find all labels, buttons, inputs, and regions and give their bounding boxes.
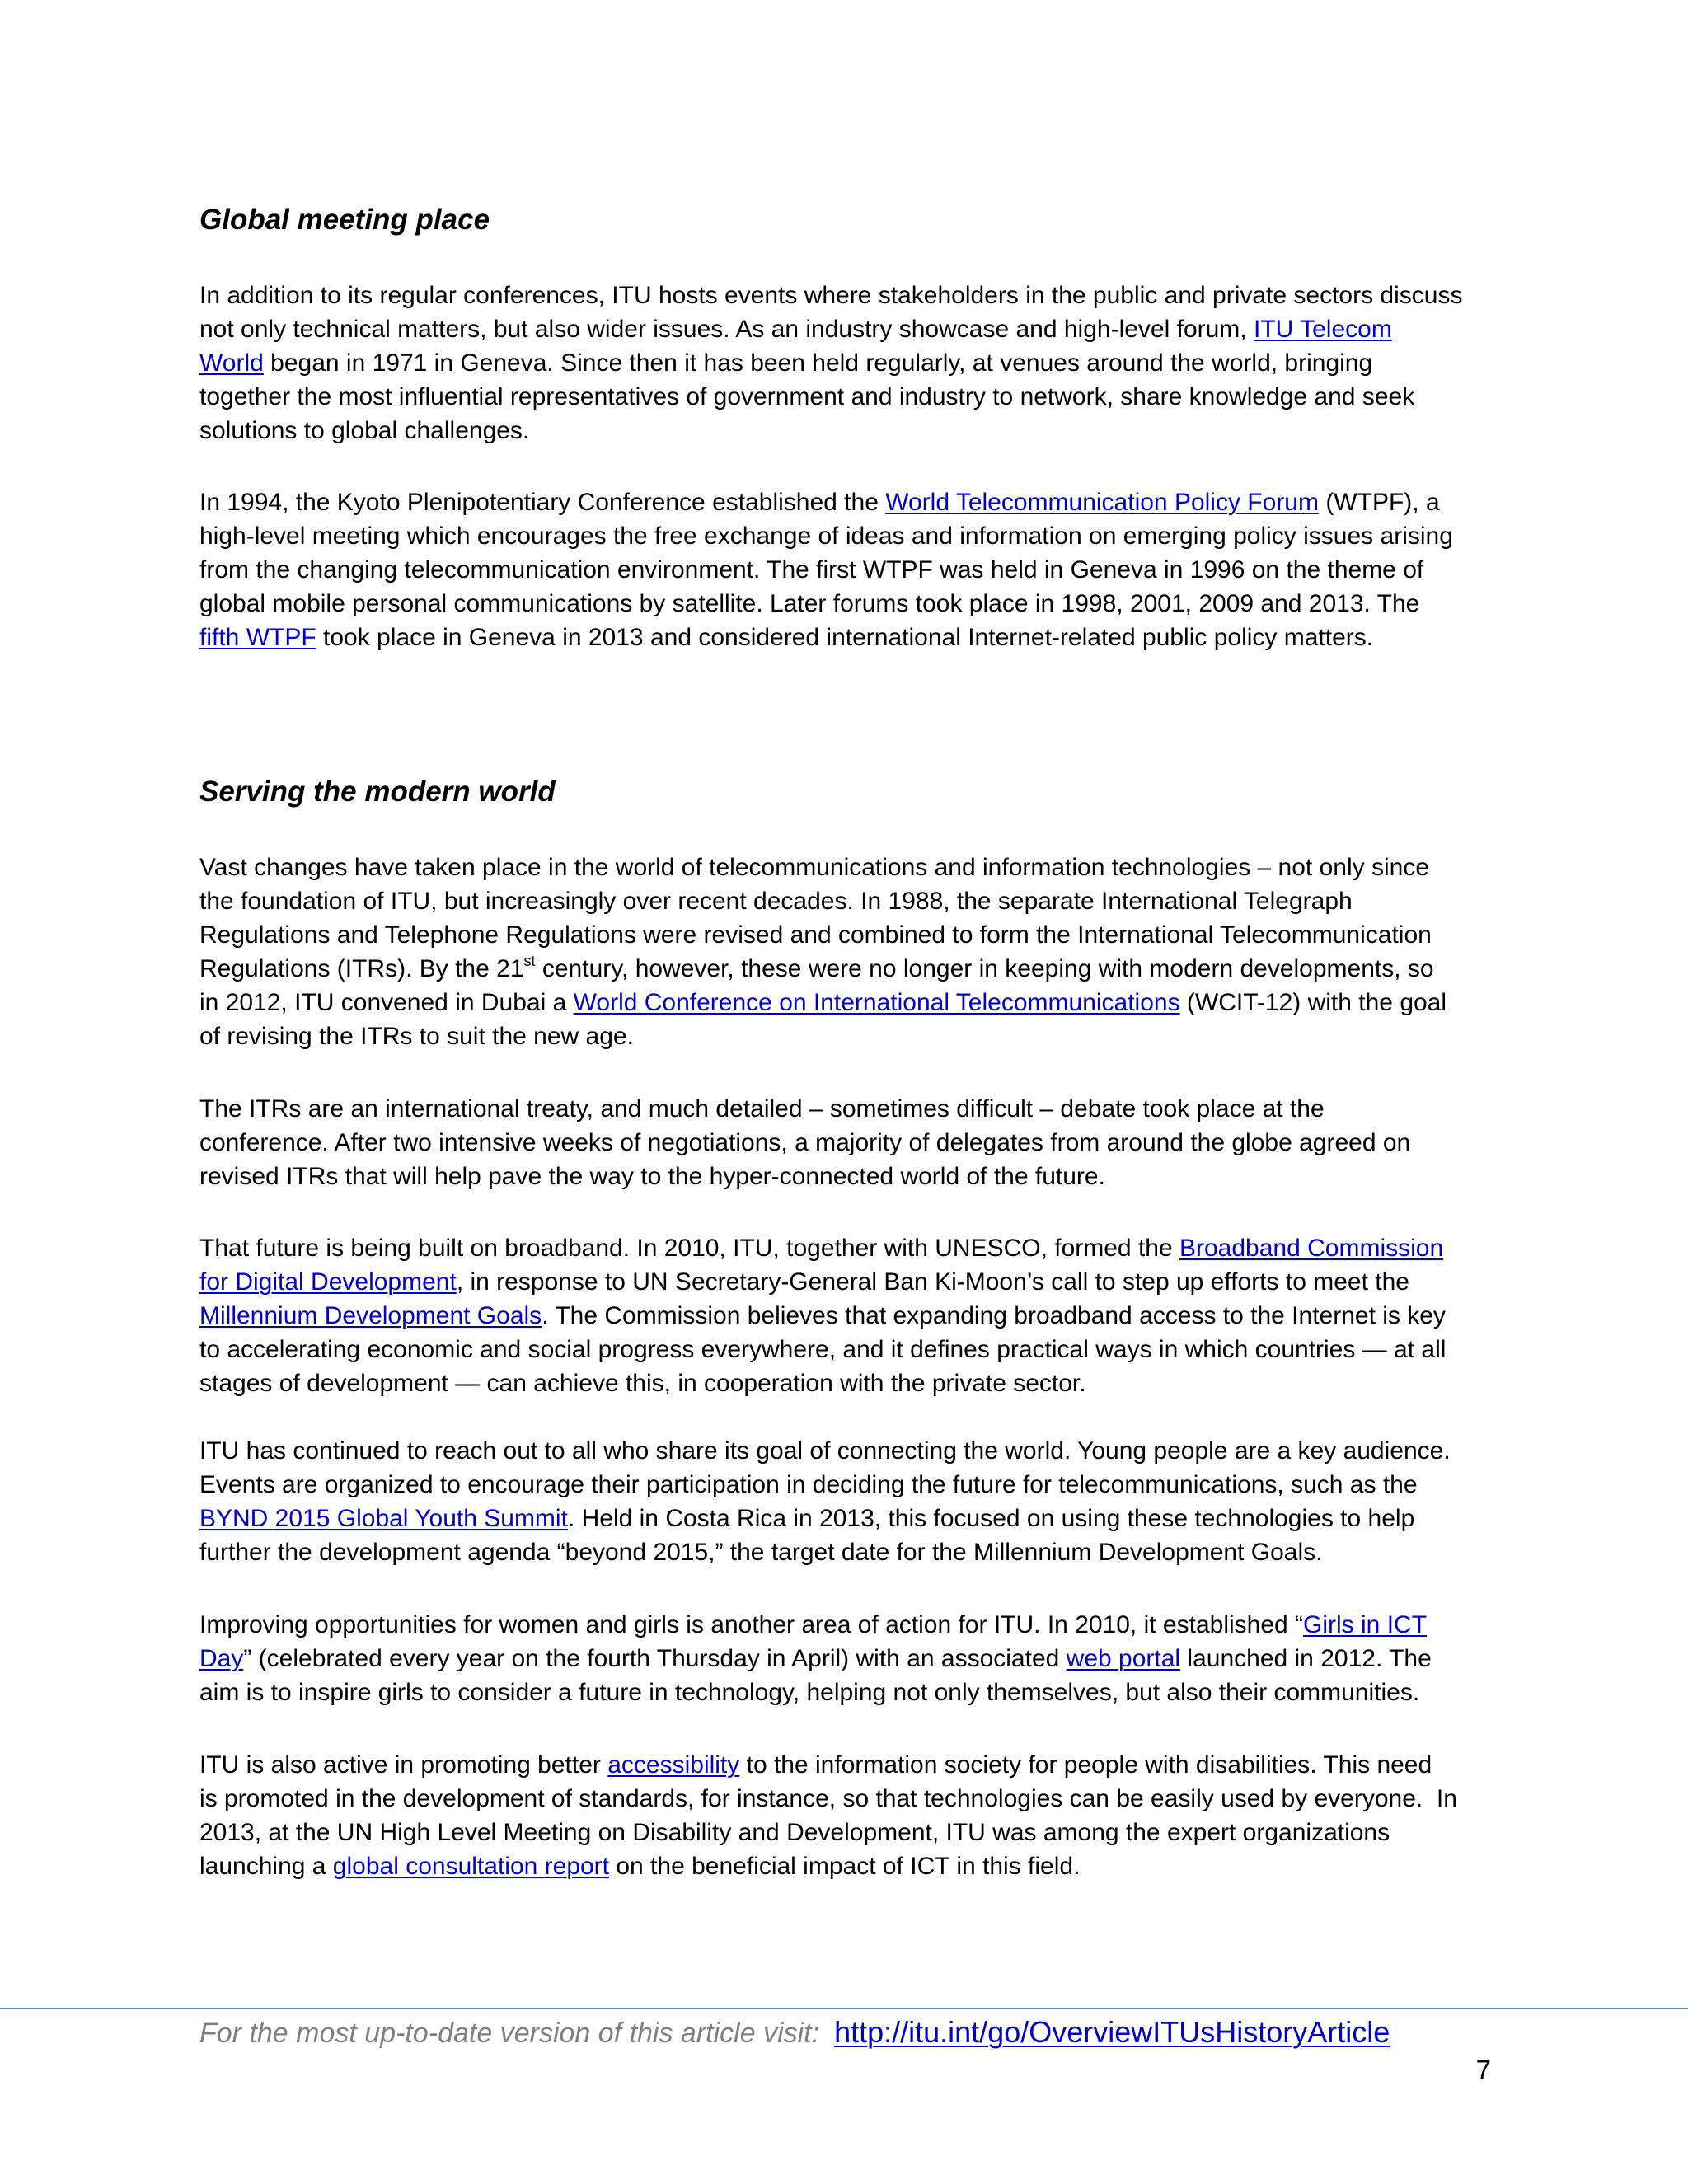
text-run: the foundation of ITU, but increasingly over recent decades. In 1988, the separate International Telegraph <box>199 888 1353 915</box>
text-line <box>199 918 1502 952</box>
text-line <box>199 346 1502 380</box>
footer-article-link[interactable]: http://itu.int/go/OverviewITUsHistoryArticle <box>834 2015 1390 2049</box>
text-line <box>199 1782 1502 1816</box>
text-run: high-level meeting which encourages the free exchange of ideas and information on emerging policy issues arising <box>199 523 1453 550</box>
link-millennium-development-goals[interactable]: Millennium Development Goals <box>199 1302 542 1329</box>
text-line <box>199 519 1502 553</box>
link-web-portal[interactable]: web portal <box>1066 1645 1181 1672</box>
text-run: Improving opportunities for women and girls is another area of action for ITU. In 2010, it established “ <box>199 1611 1304 1638</box>
text-run: began in 1971 in Geneva. Since then it has been held regularly, at venues around the world, bringing <box>263 349 1373 377</box>
text-run: is promoted in the development of standards, for instance, so that technologies can be easily used by everyone. In <box>199 1785 1457 1812</box>
text-run: from the changing telecommunication environment. The first WTPF was held in Geneva in 1996 on the theme of <box>199 556 1424 583</box>
link-global-consultation-report[interactable]: global consultation report <box>332 1853 610 1880</box>
text-line <box>199 884 1502 918</box>
paragraph <box>199 1608 1502 1709</box>
text-line <box>199 1092 1502 1126</box>
link-day[interactable]: Day <box>199 1645 244 1672</box>
text-run: revised ITRs that will help pave the way to the hyper-connected world of the future. <box>199 1163 1105 1190</box>
text-line <box>199 1849 1502 1883</box>
text-run: . Held in Costa Rica in 2013, this focused on using these technologies to help <box>567 1505 1415 1532</box>
text-run: together the most influential representatives of government and industry to network, share knowledge and seek <box>199 383 1415 410</box>
link-girls-in-ict[interactable]: Girls in ICT <box>1303 1611 1428 1638</box>
text-run: ” (celebrated every year on the fourth Thursday in April) with an associated <box>243 1645 1067 1672</box>
text-run: launched in 2012. The <box>1180 1645 1432 1672</box>
text-line <box>199 1608 1502 1642</box>
footer-divider <box>0 2008 1688 2009</box>
text-run: stages of development — can achieve this, in cooperation with the private sector. <box>199 1370 1086 1397</box>
text-line <box>199 587 1502 621</box>
text-line <box>199 1265 1502 1299</box>
text-line <box>199 621 1502 654</box>
section-heading: Global meeting place <box>199 204 490 236</box>
text-line <box>199 1468 1502 1502</box>
link-world-telecommunication-policy-forum[interactable]: World Telecommunication Policy Forum <box>885 489 1319 516</box>
text-run: Regulations (ITRs). By the 21 <box>199 955 524 982</box>
superscript: st <box>523 953 536 969</box>
text-run: on the beneficial impact of ICT in this field. <box>609 1853 1081 1880</box>
link-itu-telecom[interactable]: ITU Telecom <box>1253 316 1392 343</box>
text-run: of revising the ITRs to suit the new age. <box>199 1023 634 1050</box>
link-world-conference-on-international-telecommunications[interactable]: World Conference on International Telecommunications <box>573 989 1180 1016</box>
text-run: 2013, at the UN High Level Meeting on Disability and Development, ITU was among the expert organizations <box>199 1819 1390 1846</box>
link-accessibility[interactable]: accessibility <box>607 1751 740 1779</box>
link-broadband-commission[interactable]: Broadband Commission <box>1179 1235 1444 1262</box>
text-run: Events are organized to encourage their participation in deciding the future for telecommunications, such as the <box>199 1471 1418 1498</box>
paragraph <box>199 1231 1502 1400</box>
text-line <box>199 1019 1502 1053</box>
text-line <box>199 1748 1502 1782</box>
paragraph <box>199 279 1502 448</box>
text-line <box>199 414 1502 448</box>
text-line <box>199 1535 1502 1569</box>
text-run: further the development agenda “beyond 2015,” the target date for the Millennium Development Goals. <box>199 1539 1323 1566</box>
text-line <box>199 1366 1502 1400</box>
text-run: solutions to global challenges. <box>199 417 530 444</box>
text-run: conference. After two intensive weeks of negotiations, a majority of delegates from around the globe agreed on <box>199 1129 1411 1156</box>
text-line <box>199 1642 1502 1675</box>
text-run: century, however, these were no longer in keeping with modern developments, so <box>535 955 1434 982</box>
text-line <box>199 986 1502 1019</box>
text-run: That future is being built on broadband. In 2010, ITU, together with UNESCO, formed the <box>199 1235 1179 1262</box>
text-line <box>199 952 1502 986</box>
text-run: global mobile personal communications by satellite. Later forums took place in 1998, 2001, 2009 and 2013. The <box>199 590 1420 617</box>
link-world[interactable]: World <box>199 349 264 377</box>
text-line <box>199 553 1502 587</box>
text-line <box>199 380 1502 414</box>
text-run: Vast changes have taken place in the world of telecommunications and information technologies – not only since <box>199 854 1430 881</box>
text-run: In 1994, the Kyoto Plenipotentiary Conference established the <box>199 489 886 516</box>
text-run: , in response to UN Secretary-General Ban Ki-Moon’s call to step up efforts to meet the <box>456 1268 1409 1296</box>
text-line <box>199 1126 1502 1160</box>
text-line <box>199 485 1502 519</box>
text-run: launching a <box>199 1853 333 1880</box>
page-footer <box>199 2012 1390 2053</box>
text-line <box>199 1816 1502 1849</box>
paragraph <box>199 1748 1502 1883</box>
text-run: (WTPF), a <box>1318 489 1440 516</box>
text-run: not only technical matters, but also wider issues. As an industry showcase and high-level forum, <box>199 316 1254 343</box>
text-run: Regulations and Telephone Regulations were revised and combined to form the International Telecommunication <box>199 921 1432 949</box>
footer-note: For the most up-to-date version of this article visit: <box>199 2018 820 2049</box>
text-line <box>199 1231 1502 1265</box>
text-run: ITU has continued to reach out to all who share its goal of connecting the world. Young people are a key audience. <box>199 1437 1451 1465</box>
paragraph <box>199 1092 1502 1193</box>
text-run: to the information society for people with disabilities. This need <box>739 1751 1432 1779</box>
text-run: to accelerating economic and social progress everywhere, and it defines practical ways in which countries — at all <box>199 1336 1447 1363</box>
text-run: . The Commission believes that expanding broadband access to the Internet is key <box>542 1302 1446 1329</box>
text-line <box>199 279 1502 312</box>
text-run: in 2012, ITU convened in Dubai a <box>199 989 574 1016</box>
section-heading: Serving the modern world <box>199 776 556 808</box>
text-line <box>199 1434 1502 1468</box>
link-bynd-2015-global-youth-summit[interactable]: BYND 2015 Global Youth Summit <box>199 1505 568 1532</box>
text-run: The ITRs are an international treaty, and much detailed – sometimes difficult – debate took place at the <box>199 1095 1325 1122</box>
paragraph <box>199 1434 1502 1569</box>
text-run: (WCIT-12) with the goal <box>1179 989 1447 1016</box>
text-run: aim is to inspire girls to consider a future in technology, helping not only themselves, but also their communities. <box>199 1679 1420 1706</box>
paragraph <box>199 851 1502 1053</box>
link-for-digital-development[interactable]: for Digital Development <box>199 1268 457 1296</box>
text-line <box>199 851 1502 884</box>
text-line <box>199 1675 1502 1709</box>
paragraph <box>199 485 1502 654</box>
text-run: took place in Geneva in 2013 and considered international Internet-related public policy matters. <box>316 624 1374 651</box>
text-line <box>199 1502 1502 1535</box>
text-line <box>199 1333 1502 1366</box>
text-run: ITU is also active in promoting better <box>199 1751 608 1779</box>
text-line <box>199 1160 1502 1193</box>
link-fifth-wtpf[interactable]: fifth WTPF <box>199 624 316 651</box>
text-line <box>199 312 1502 346</box>
text-run: In addition to its regular conferences, ITU hosts events where stakeholders in the public and private sectors discuss <box>199 282 1463 309</box>
text-line <box>199 1299 1502 1333</box>
page-number: 7 <box>1475 2055 1491 2085</box>
